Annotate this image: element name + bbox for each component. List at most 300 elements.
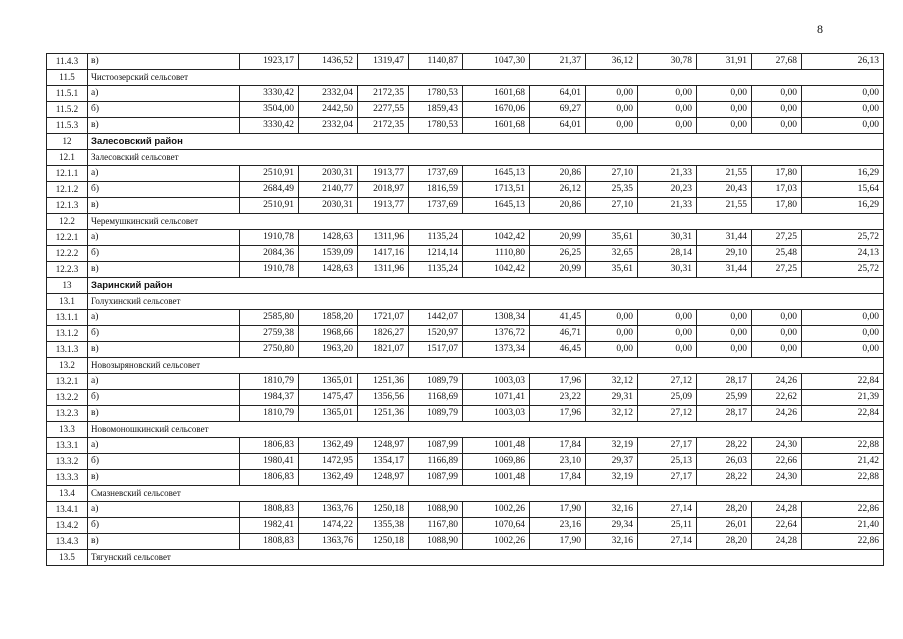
- value-cell: 17,90: [530, 534, 586, 550]
- value-cell: 27,14: [638, 502, 697, 518]
- value-cell: 0,00: [802, 310, 884, 326]
- value-cell: 1071,41: [463, 390, 530, 406]
- value-cell: 41,45: [530, 310, 586, 326]
- value-cell: 0,00: [586, 326, 638, 342]
- value-cell: 22,84: [802, 406, 884, 422]
- value-cell: 1088,90: [409, 502, 463, 518]
- row-code: 13.3: [47, 422, 88, 438]
- empty-span-cell: [240, 550, 884, 566]
- value-cell: 0,00: [802, 326, 884, 342]
- value-cell: 17,90: [530, 502, 586, 518]
- row-code: 13.2.1: [47, 374, 88, 390]
- row-variant-label: в): [88, 470, 240, 486]
- value-cell: 28,20: [697, 502, 752, 518]
- row-variant-label: в): [88, 534, 240, 550]
- value-cell: 21,37: [530, 54, 586, 70]
- value-cell: 21,55: [697, 166, 752, 182]
- value-cell: 1356,56: [358, 390, 409, 406]
- value-cell: 1140,87: [409, 54, 463, 70]
- value-cell: 1910,78: [240, 230, 299, 246]
- table-row: [47, 102, 884, 118]
- row-variant-label: в): [88, 406, 240, 422]
- value-cell: 1354,17: [358, 454, 409, 470]
- value-cell: 1087,99: [409, 438, 463, 454]
- value-cell: 21,40: [802, 518, 884, 534]
- value-cell: 0,00: [638, 342, 697, 358]
- table-row: [47, 246, 884, 262]
- table-row: [47, 310, 884, 326]
- value-cell: 1645,13: [463, 166, 530, 182]
- value-cell: 32,16: [586, 502, 638, 518]
- value-cell: 1089,79: [409, 374, 463, 390]
- value-cell: 1248,97: [358, 470, 409, 486]
- row-code: 13.1: [47, 294, 88, 310]
- value-cell: 0,00: [752, 118, 802, 134]
- value-cell: 0,00: [697, 310, 752, 326]
- empty-span-cell: [240, 358, 884, 374]
- value-cell: 1087,99: [409, 470, 463, 486]
- value-cell: 22,84: [802, 374, 884, 390]
- value-cell: 2084,36: [240, 246, 299, 262]
- value-cell: 2510,91: [240, 166, 299, 182]
- value-cell: 24,26: [752, 374, 802, 390]
- value-cell: 24,13: [802, 246, 884, 262]
- value-cell: 2442,50: [299, 102, 358, 118]
- value-cell: 0,00: [638, 326, 697, 342]
- value-cell: 32,12: [586, 406, 638, 422]
- value-cell: 1780,53: [409, 118, 463, 134]
- value-cell: 1858,20: [299, 310, 358, 326]
- value-cell: 1442,07: [409, 310, 463, 326]
- table-body: [47, 54, 884, 566]
- settlement-name: Новозыряновский сельсовет: [88, 358, 240, 374]
- value-cell: 0,00: [586, 118, 638, 134]
- row-code: 13.1.1: [47, 310, 88, 326]
- value-cell: 1472,95: [299, 454, 358, 470]
- table-row: [47, 502, 884, 518]
- value-cell: 1047,30: [463, 54, 530, 70]
- empty-span-cell: [240, 150, 884, 166]
- value-cell: 2684,49: [240, 182, 299, 198]
- value-cell: 0,00: [752, 326, 802, 342]
- value-cell: 20,99: [530, 262, 586, 278]
- value-cell: 1520,97: [409, 326, 463, 342]
- row-variant-label: а): [88, 230, 240, 246]
- value-cell: 1002,26: [463, 534, 530, 550]
- value-cell: 1806,83: [240, 438, 299, 454]
- value-cell: 22,86: [802, 534, 884, 550]
- value-cell: 28,17: [697, 374, 752, 390]
- value-cell: 0,00: [752, 86, 802, 102]
- row-variant-label: в): [88, 342, 240, 358]
- value-cell: 1601,68: [463, 118, 530, 134]
- value-cell: 1821,07: [358, 342, 409, 358]
- value-cell: 1311,96: [358, 230, 409, 246]
- empty-span-cell: [240, 214, 884, 230]
- value-cell: 1250,18: [358, 534, 409, 550]
- row-code: 12.2: [47, 214, 88, 230]
- row-code: 13.3.1: [47, 438, 88, 454]
- district-header-row: [47, 134, 884, 150]
- row-code: 13.2: [47, 358, 88, 374]
- value-cell: 26,03: [697, 454, 752, 470]
- settlement-header-row: [47, 150, 884, 166]
- value-cell: 27,68: [752, 54, 802, 70]
- value-cell: 21,42: [802, 454, 884, 470]
- row-variant-label: б): [88, 454, 240, 470]
- value-cell: 2018,97: [358, 182, 409, 198]
- row-code: 11.5.1: [47, 86, 88, 102]
- row-code: 11.4.3: [47, 54, 88, 70]
- value-cell: 1963,20: [299, 342, 358, 358]
- value-cell: 20,99: [530, 230, 586, 246]
- empty-span-cell: [240, 134, 884, 150]
- value-cell: 1001,48: [463, 470, 530, 486]
- row-variant-label: б): [88, 390, 240, 406]
- value-cell: 26,12: [530, 182, 586, 198]
- value-cell: 0,00: [802, 102, 884, 118]
- row-code: 13.1.2: [47, 326, 88, 342]
- value-cell: 20,23: [638, 182, 697, 198]
- value-cell: 1859,43: [409, 102, 463, 118]
- value-cell: 0,00: [752, 342, 802, 358]
- value-cell: 1913,77: [358, 166, 409, 182]
- value-cell: 22,64: [752, 518, 802, 534]
- settlement-header-row: [47, 550, 884, 566]
- value-cell: 0,00: [802, 342, 884, 358]
- value-cell: 0,00: [752, 310, 802, 326]
- value-cell: 28,20: [697, 534, 752, 550]
- value-cell: 1808,83: [240, 502, 299, 518]
- district-name: Заринский район: [88, 278, 240, 294]
- value-cell: 1135,24: [409, 230, 463, 246]
- row-variant-label: а): [88, 438, 240, 454]
- tariff-table: [46, 53, 884, 566]
- value-cell: 24,26: [752, 406, 802, 422]
- table-row: [47, 262, 884, 278]
- value-cell: 26,01: [697, 518, 752, 534]
- value-cell: 27,17: [638, 470, 697, 486]
- value-cell: 25,35: [586, 182, 638, 198]
- value-cell: 1168,69: [409, 390, 463, 406]
- value-cell: 30,31: [638, 262, 697, 278]
- value-cell: 3330,42: [240, 86, 299, 102]
- value-cell: 1042,42: [463, 230, 530, 246]
- value-cell: 28,17: [697, 406, 752, 422]
- value-cell: 17,84: [530, 470, 586, 486]
- value-cell: 15,64: [802, 182, 884, 198]
- value-cell: 27,25: [752, 262, 802, 278]
- value-cell: 1089,79: [409, 406, 463, 422]
- value-cell: 24,30: [752, 438, 802, 454]
- empty-span-cell: [240, 294, 884, 310]
- value-cell: 1069,86: [463, 454, 530, 470]
- value-cell: 0,00: [697, 342, 752, 358]
- value-cell: 31,44: [697, 230, 752, 246]
- row-code: 12: [47, 134, 88, 150]
- value-cell: 1810,79: [240, 374, 299, 390]
- value-cell: 2172,35: [358, 118, 409, 134]
- row-code: 12.2.3: [47, 262, 88, 278]
- value-cell: 1601,68: [463, 86, 530, 102]
- value-cell: 27,12: [638, 406, 697, 422]
- value-cell: 1167,80: [409, 518, 463, 534]
- value-cell: 21,39: [802, 390, 884, 406]
- value-cell: 1311,96: [358, 262, 409, 278]
- table-row: [47, 182, 884, 198]
- value-cell: 64,01: [530, 86, 586, 102]
- value-cell: 17,96: [530, 406, 586, 422]
- row-variant-label: а): [88, 374, 240, 390]
- value-cell: 27,12: [638, 374, 697, 390]
- value-cell: 1248,97: [358, 438, 409, 454]
- table-row: [47, 406, 884, 422]
- value-cell: 1780,53: [409, 86, 463, 102]
- value-cell: 1363,76: [299, 534, 358, 550]
- value-cell: 1042,42: [463, 262, 530, 278]
- value-cell: 26,13: [802, 54, 884, 70]
- value-cell: 1645,13: [463, 198, 530, 214]
- row-variant-label: в): [88, 118, 240, 134]
- value-cell: 1721,07: [358, 310, 409, 326]
- value-cell: 1474,22: [299, 518, 358, 534]
- value-cell: 17,96: [530, 374, 586, 390]
- value-cell: 1417,16: [358, 246, 409, 262]
- value-cell: 0,00: [586, 102, 638, 118]
- value-cell: 16,29: [802, 166, 884, 182]
- value-cell: 25,72: [802, 262, 884, 278]
- value-cell: 1376,72: [463, 326, 530, 342]
- value-cell: 0,00: [697, 102, 752, 118]
- value-cell: 25,72: [802, 230, 884, 246]
- empty-span-cell: [240, 422, 884, 438]
- row-code: 12.1.3: [47, 198, 88, 214]
- table-row: [47, 374, 884, 390]
- value-cell: 2759,38: [240, 326, 299, 342]
- value-cell: 2585,80: [240, 310, 299, 326]
- value-cell: 16,29: [802, 198, 884, 214]
- value-cell: 22,88: [802, 438, 884, 454]
- value-cell: 46,45: [530, 342, 586, 358]
- value-cell: 29,34: [586, 518, 638, 534]
- row-variant-label: в): [88, 262, 240, 278]
- value-cell: 23,16: [530, 518, 586, 534]
- value-cell: 32,19: [586, 438, 638, 454]
- value-cell: 1001,48: [463, 438, 530, 454]
- value-cell: 27,14: [638, 534, 697, 550]
- value-cell: 20,86: [530, 166, 586, 182]
- value-cell: 24,28: [752, 534, 802, 550]
- value-cell: 0,00: [697, 118, 752, 134]
- value-cell: 29,31: [586, 390, 638, 406]
- row-code: 13.3.2: [47, 454, 88, 470]
- value-cell: 1737,69: [409, 198, 463, 214]
- row-variant-label: б): [88, 182, 240, 198]
- value-cell: 1816,59: [409, 182, 463, 198]
- value-cell: 1365,01: [299, 406, 358, 422]
- value-cell: 24,28: [752, 502, 802, 518]
- value-cell: 1982,41: [240, 518, 299, 534]
- table-row: [47, 230, 884, 246]
- value-cell: 1003,03: [463, 374, 530, 390]
- row-code: 13.4: [47, 486, 88, 502]
- value-cell: 1362,49: [299, 438, 358, 454]
- value-cell: 0,00: [638, 86, 697, 102]
- value-cell: 22,86: [802, 502, 884, 518]
- table-row: [47, 534, 884, 550]
- value-cell: 21,33: [638, 166, 697, 182]
- value-cell: 30,31: [638, 230, 697, 246]
- value-cell: 32,12: [586, 374, 638, 390]
- value-cell: 1980,41: [240, 454, 299, 470]
- value-cell: 26,25: [530, 246, 586, 262]
- value-cell: 25,48: [752, 246, 802, 262]
- value-cell: 21,33: [638, 198, 697, 214]
- settlement-name: Смазневский сельсовет: [88, 486, 240, 502]
- table-row: [47, 166, 884, 182]
- settlement-name: Новомоношкинский сельсовет: [88, 422, 240, 438]
- value-cell: 2140,77: [299, 182, 358, 198]
- value-cell: 24,30: [752, 470, 802, 486]
- value-cell: 25,11: [638, 518, 697, 534]
- value-cell: 32,65: [586, 246, 638, 262]
- value-cell: 20,43: [697, 182, 752, 198]
- value-cell: 2172,35: [358, 86, 409, 102]
- value-cell: 30,78: [638, 54, 697, 70]
- row-variant-label: в): [88, 54, 240, 70]
- value-cell: 2750,80: [240, 342, 299, 358]
- row-code: 13.4.1: [47, 502, 88, 518]
- settlement-name: Чистоозерский сельсовет: [88, 70, 240, 86]
- row-code: 13.2.2: [47, 390, 88, 406]
- district-header-row: [47, 278, 884, 294]
- value-cell: 1913,77: [358, 198, 409, 214]
- value-cell: 2510,91: [240, 198, 299, 214]
- value-cell: 0,00: [586, 86, 638, 102]
- value-cell: 0,00: [802, 86, 884, 102]
- value-cell: 1808,83: [240, 534, 299, 550]
- row-code: 13.5: [47, 550, 88, 566]
- row-code: 11.5: [47, 70, 88, 86]
- value-cell: 1670,06: [463, 102, 530, 118]
- value-cell: 36,12: [586, 54, 638, 70]
- value-cell: 22,66: [752, 454, 802, 470]
- value-cell: 17,80: [752, 166, 802, 182]
- row-code: 13.3.3: [47, 470, 88, 486]
- value-cell: 25,13: [638, 454, 697, 470]
- value-cell: 27,25: [752, 230, 802, 246]
- value-cell: 0,00: [638, 310, 697, 326]
- value-cell: 32,16: [586, 534, 638, 550]
- value-cell: 1355,38: [358, 518, 409, 534]
- table-row: [47, 118, 884, 134]
- value-cell: 0,00: [638, 118, 697, 134]
- value-cell: 3330,42: [240, 118, 299, 134]
- settlement-header-row: [47, 294, 884, 310]
- value-cell: 28,22: [697, 470, 752, 486]
- value-cell: 1517,07: [409, 342, 463, 358]
- row-variant-label: б): [88, 102, 240, 118]
- settlement-header-row: [47, 422, 884, 438]
- value-cell: 2030,31: [299, 166, 358, 182]
- value-cell: 1070,64: [463, 518, 530, 534]
- value-cell: 1088,90: [409, 534, 463, 550]
- empty-span-cell: [240, 70, 884, 86]
- value-cell: 1362,49: [299, 470, 358, 486]
- value-cell: 29,37: [586, 454, 638, 470]
- row-code: 11.5.3: [47, 118, 88, 134]
- value-cell: 1373,34: [463, 342, 530, 358]
- row-variant-label: а): [88, 166, 240, 182]
- value-cell: 1539,09: [299, 246, 358, 262]
- table-row: [47, 390, 884, 406]
- table-row: [47, 470, 884, 486]
- table-row: [47, 198, 884, 214]
- row-code: 12.1: [47, 150, 88, 166]
- value-cell: 28,22: [697, 438, 752, 454]
- value-cell: 1003,03: [463, 406, 530, 422]
- value-cell: 2277,55: [358, 102, 409, 118]
- value-cell: 22,88: [802, 470, 884, 486]
- value-cell: 64,01: [530, 118, 586, 134]
- table-row: [47, 518, 884, 534]
- value-cell: 0,00: [697, 326, 752, 342]
- value-cell: 1923,17: [240, 54, 299, 70]
- row-variant-label: б): [88, 518, 240, 534]
- table-row: [47, 326, 884, 342]
- value-cell: 1984,37: [240, 390, 299, 406]
- value-cell: 1475,47: [299, 390, 358, 406]
- row-variant-label: а): [88, 86, 240, 102]
- page-number: 8: [817, 22, 823, 36]
- value-cell: 25,09: [638, 390, 697, 406]
- value-cell: 32,19: [586, 470, 638, 486]
- row-code: 11.5.2: [47, 102, 88, 118]
- value-cell: 0,00: [752, 102, 802, 118]
- row-variant-label: б): [88, 246, 240, 262]
- value-cell: 1135,24: [409, 262, 463, 278]
- value-cell: 0,00: [586, 310, 638, 326]
- settlement-name: Тягунский сельсовет: [88, 550, 240, 566]
- value-cell: 17,84: [530, 438, 586, 454]
- value-cell: 1806,83: [240, 470, 299, 486]
- row-code: 13.4.3: [47, 534, 88, 550]
- value-cell: 1251,36: [358, 406, 409, 422]
- settlement-header-row: [47, 358, 884, 374]
- settlement-name: Залесовский сельсовет: [88, 150, 240, 166]
- value-cell: 1166,89: [409, 454, 463, 470]
- value-cell: 1214,14: [409, 246, 463, 262]
- value-cell: 1308,34: [463, 310, 530, 326]
- value-cell: 21,55: [697, 198, 752, 214]
- table-row: [47, 454, 884, 470]
- value-cell: 1002,26: [463, 502, 530, 518]
- value-cell: 1363,76: [299, 502, 358, 518]
- row-variant-label: б): [88, 326, 240, 342]
- value-cell: 1250,18: [358, 502, 409, 518]
- value-cell: 20,86: [530, 198, 586, 214]
- settlement-name: Черемушкинский сельсовет: [88, 214, 240, 230]
- value-cell: 1737,69: [409, 166, 463, 182]
- value-cell: 27,10: [586, 198, 638, 214]
- value-cell: 1319,47: [358, 54, 409, 70]
- empty-span-cell: [240, 278, 884, 294]
- value-cell: 0,00: [802, 118, 884, 134]
- row-code: 13.4.2: [47, 518, 88, 534]
- value-cell: 1428,63: [299, 262, 358, 278]
- value-cell: 1110,80: [463, 246, 530, 262]
- value-cell: 23,10: [530, 454, 586, 470]
